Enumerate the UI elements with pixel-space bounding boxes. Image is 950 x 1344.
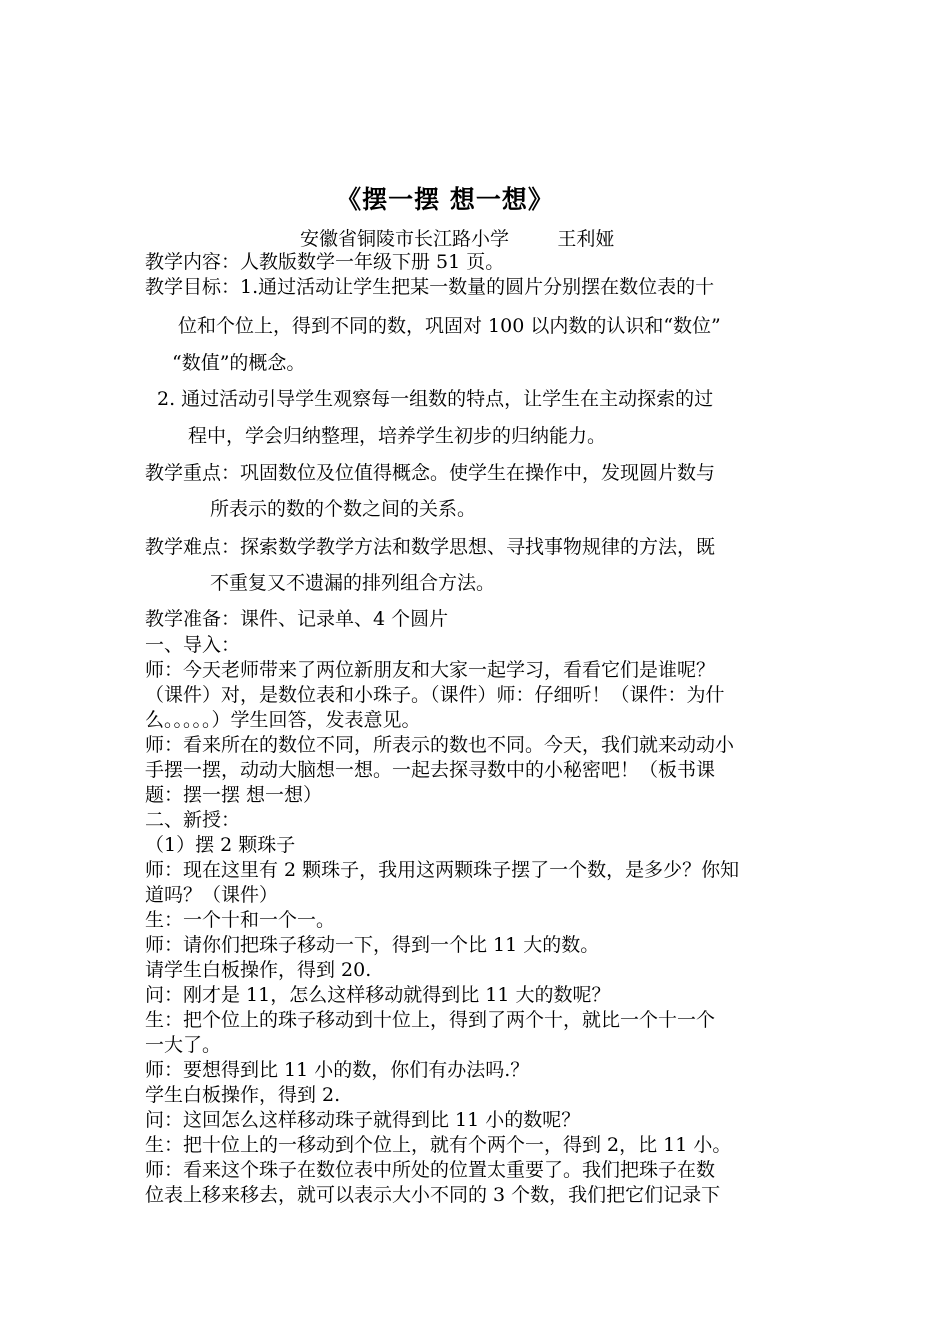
document-title: 《摆一摆 想一想》 <box>336 185 554 214</box>
text-line: 问：这回怎么这样移动珠子就得到比 11 小的数呢？ <box>145 1109 581 1131</box>
text-line: 学生白板操作，得到 2. <box>145 1084 341 1106</box>
text-line: 程中，学会归纳整理，培养学生初步的归纳能力。 <box>188 425 607 447</box>
text-line: 所表示的数的个数之间的关系。 <box>210 498 477 520</box>
text-line: 师：要想得到比 11 小的数，你们有办法吗.？ <box>145 1059 530 1081</box>
text-line: 一大了。 <box>145 1034 222 1056</box>
text-line: 生：把十位上的一移动到个位上，就有个两个一，得到 2，比 11 小。 <box>145 1134 732 1156</box>
text-line: 位和个位上，得到不同的数，巩固对 100 以内数的认识和“数位” <box>178 315 721 337</box>
text-line: 师：看来这个珠子在数位表中所处的位置太重要了。我们把珠子在数 <box>145 1159 716 1181</box>
text-line: （1）摆 2 颗珠子 <box>145 834 296 856</box>
text-line: 师：请你们把珠子移动一下，得到一个比 11 大的数。 <box>145 934 600 956</box>
section-heading: 二、新授： <box>145 809 241 831</box>
text-line: 么。。。。。）学生回答，发表意见。 <box>145 709 421 731</box>
text-line: “数值”的概念。 <box>172 352 306 374</box>
text-line: 教学准备：课件、记录单、4 个圆片 <box>145 608 449 630</box>
text-line: 请学生白板操作，得到 20. <box>145 959 372 981</box>
text-line: 教学重点：巩固数位及位值得概念。使学生在操作中，发现圆片数与 <box>145 462 716 484</box>
text-line: 生：把个位上的珠子移动到十位上，得到了两个十，就比一个十一个 <box>145 1009 716 1031</box>
text-line: 生：一个十和一个一。 <box>145 909 336 931</box>
text-line: 位表上移来移去，就可以表示大小不同的 3 个数，我们把它们记录下 <box>145 1184 721 1206</box>
text-line: 道吗？（课件） <box>145 884 279 906</box>
text-line: 师：现在这里有 2 颗珠子，我用这两颗珠子摆了一个数，是多少？你知 <box>145 859 740 881</box>
text-line: 题：摆一摆 想一想） <box>145 784 323 806</box>
text-line: 师：今天老师带来了两位新朋友和大家一起学习，看看它们是谁呢？ <box>145 659 716 681</box>
text-line: 不重复又不遗漏的排列组合方法。 <box>210 572 496 594</box>
text-line: 问：刚才是 11，怎么这样移动就得到比 11 大的数呢？ <box>145 984 611 1006</box>
text-line: 师：看来所在的数位不同，所表示的数也不同。今天，我们就来动动小 <box>145 734 735 756</box>
text-line: 教学内容：人教版数学一年级下册 51 页。 <box>145 251 505 273</box>
text-line: 教学目标：1.通过活动让学生把某一数量的圆片分别摆在数位表的十 <box>145 276 715 298</box>
document-author: 安徽省铜陵市长江路小学 王利娅 <box>300 228 615 250</box>
text-line: 教学难点：探索数学教学方法和数学思想、寻找事物规律的方法，既 <box>145 536 716 558</box>
text-line: 手摆一摆，动动大脑想一想。一起去探寻数中的小秘密吧！（板书课 <box>145 759 716 781</box>
text-line: 2. 通过活动引导学生观察每一组数的特点，让学生在主动探索的过 <box>157 388 714 410</box>
section-heading: 一、导入： <box>145 634 241 656</box>
text-line: （课件）对，是数位表和小珠子。（课件）师：仔细听！（课件：为什 <box>145 684 725 706</box>
